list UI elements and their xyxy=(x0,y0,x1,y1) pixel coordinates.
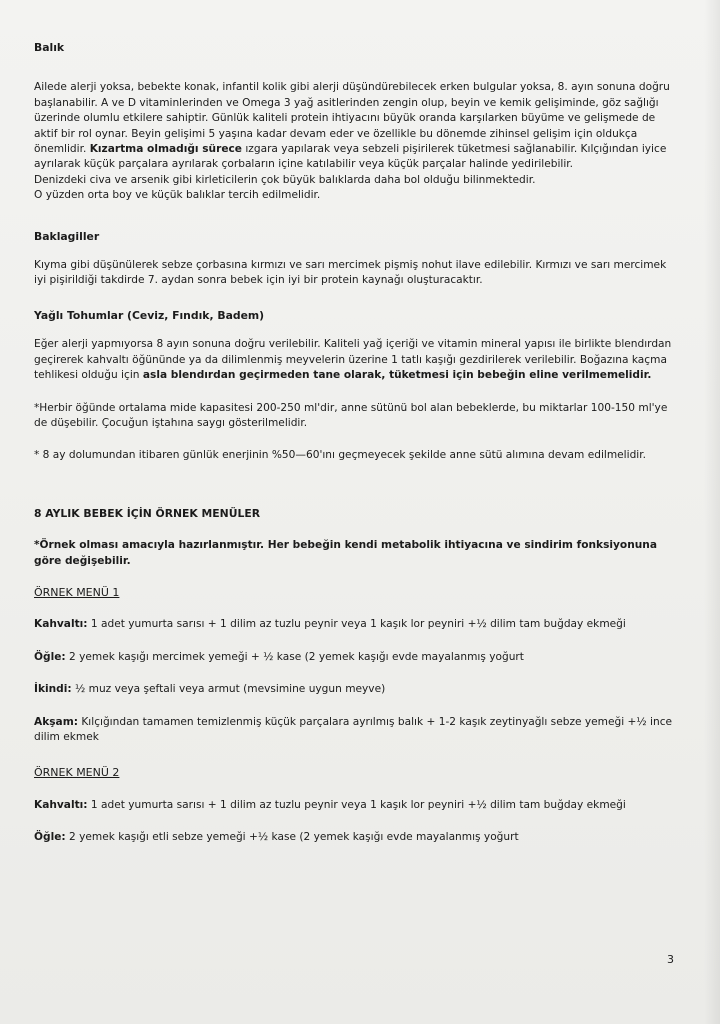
menu-2-breakfast xyxy=(34,798,674,813)
meal-text: Kılçığından tamamen temizlenmiş küçük parçalara ayrılmış balık + 1-2 kaşık zeytinyağlı sebze yemeği +½ ince dilim ekmek xyxy=(34,715,673,743)
menu-2-title: ÖRNEK MENÜ 2 xyxy=(34,766,120,780)
sample-menu-1 xyxy=(34,585,674,745)
section-title-sample-menus: 8 AYLIK BEBEK İÇİN ÖRNEK MENÜLER xyxy=(34,506,261,520)
meal-label: Akşam: xyxy=(34,715,78,728)
meal-label: Öğle: xyxy=(34,831,66,844)
menu-1-lunch xyxy=(34,650,674,665)
meal-text: 1 adet yumurta sarısı + 1 dilim az tuzlu peynir veya 1 kaşık lor peyniri +½ dilim tam buğday ekmeği xyxy=(90,618,626,631)
menu-2-lunch xyxy=(34,830,674,845)
menu-1-breakfast xyxy=(34,617,674,632)
menu-1-afternoon xyxy=(34,682,674,697)
yagli-tohumlar-text: Eğer alerji yapmıyorsa 8 ayın sonuna doğru verilebilir. Kaliteli yağ içeriği ve vitamin mineral yapısı ile birlikte blendırdan geçirerek kahvaltı öğününde ya da dilimlenmiş meyvelerin üzerine 1 tatlı kaşığı gezdirilerek verilebilir. Boğazına kaçma tehlikesi olduğu için xyxy=(34,338,672,382)
yagli-tohumlar-bold-text: asla blendırdan geçirmeden tane olarak, tüketmesi için bebeğin eline verilmemelidir. xyxy=(142,369,652,382)
balik-paragraph-2: Denizdeki civa ve arsenik gibi kirleticilerin çok büyük balıklarda daha bol olduğu bilinmektedir. xyxy=(34,173,536,186)
meal-label: İkindi: xyxy=(34,683,72,696)
baklagiller-paragraph: Kıyma gibi düşünülerek sebze çorbasına kırmızı ve sarı mercimek pişmiş nohut ilave edilebilir. Kırmızı ve sarı mercimek iyi pişirildiği takdirde 7. aydan sonra bebek için iyi bir protein kaynağı oluşturacaktır. xyxy=(34,259,667,287)
balik-paragraph-1 xyxy=(34,80,674,172)
section-title-balik: Balık xyxy=(34,41,65,54)
section-title-yagli-tohumlar: Yağlı Tohumlar (Ceviz, Fındık, Badem) xyxy=(34,308,265,322)
page-number: 3 xyxy=(667,953,674,966)
meal-text: 2 yemek kaşığı etli sebze yemeği +½ kase (2 yemek kaşığı evde mayalanmış yoğurt xyxy=(69,831,519,844)
meal-text: ½ muz veya şeftali veya armut (mevsimine uygun meyve) xyxy=(75,683,386,696)
note-breastmilk: * 8 ay dolumundan itibaren günlük enerjinin %50—60'ını geçmeyecek şekilde anne sütü alımına devam edilmelidir. xyxy=(34,449,646,462)
meal-label: Kahvaltı: xyxy=(34,798,88,811)
balik-text-1: Ailede alerji yoksa, bebekte konak, infantil kolik gibi alerji düşündürebilecek erken bulgular yoksa, 8. ayın sonuna doğru başlanabilir. A ve D vitaminlerinden ve Omega 3 yağ asitlerinden zengin olup, beyin ve kemik gelişiminde, göz sağlığı üzerinde olumlu etkilere sahiptir. Günlük kaliteli protein ihtiyacını büyük oranda karşılarken büyüme ve gelişmede de aktif bir rol oynar. Beyin gelişimi 5 yaşına kadar devam eder ve özellikle bu dönemde zihinsel gelişim için oldukça önemlidir. xyxy=(34,81,670,156)
menu-1-title: ÖRNEK MENÜ 1 xyxy=(34,585,120,599)
section-title-baklagiller: Baklagiller xyxy=(34,229,100,243)
meal-label: Kahvaltı: xyxy=(34,618,88,631)
meal-text: 1 adet yumurta sarısı + 1 dilim az tuzlu peynir veya 1 kaşık lor peyniri +½ dilim tam buğday ekmeği xyxy=(90,798,626,811)
meal-label: Öğle: xyxy=(34,650,66,663)
meal-text: 2 yemek kaşığı mercimek yemeği + ½ kase (2 yemek kaşığı evde mayalanmış yoğurt xyxy=(69,650,524,663)
menu-1-dinner xyxy=(34,715,674,746)
sample-menu-2 xyxy=(34,765,674,845)
balik-text-1-end: ızgara yapılarak veya sebzeli pişirilerek tüketmesi sağlanabilir. Kılçığından iyice ayrılarak küçük parçalara ayrılarak çorbaların içine katılabilir veya küçük parçalar halinde yedirilebilir. xyxy=(34,143,667,171)
note-stomach-capacity: *Herbir öğünde ortalama mide kapasitesi 200-250 ml'dir, anne sütünü bol alan bebeklerde, bu miktarlar 100-150 ml'ye de düşebilir. Çocuğun iştahına saygı gösterilmelidir. xyxy=(34,401,668,429)
balik-bold-text: Kızartma olmadığı sürece xyxy=(89,143,242,156)
menus-disclaimer: *Örnek olması amacıyla hazırlanmıştır. Her bebeğin kendi metabolik ihtiyacına ve sindirim fonksiyonuna göre değişebilir. xyxy=(34,539,657,567)
balik-paragraph-3: O yüzden orta boy ve küçük balıklar tercih edilmelidir. xyxy=(34,189,321,202)
yagli-tohumlar-paragraph xyxy=(34,337,674,383)
